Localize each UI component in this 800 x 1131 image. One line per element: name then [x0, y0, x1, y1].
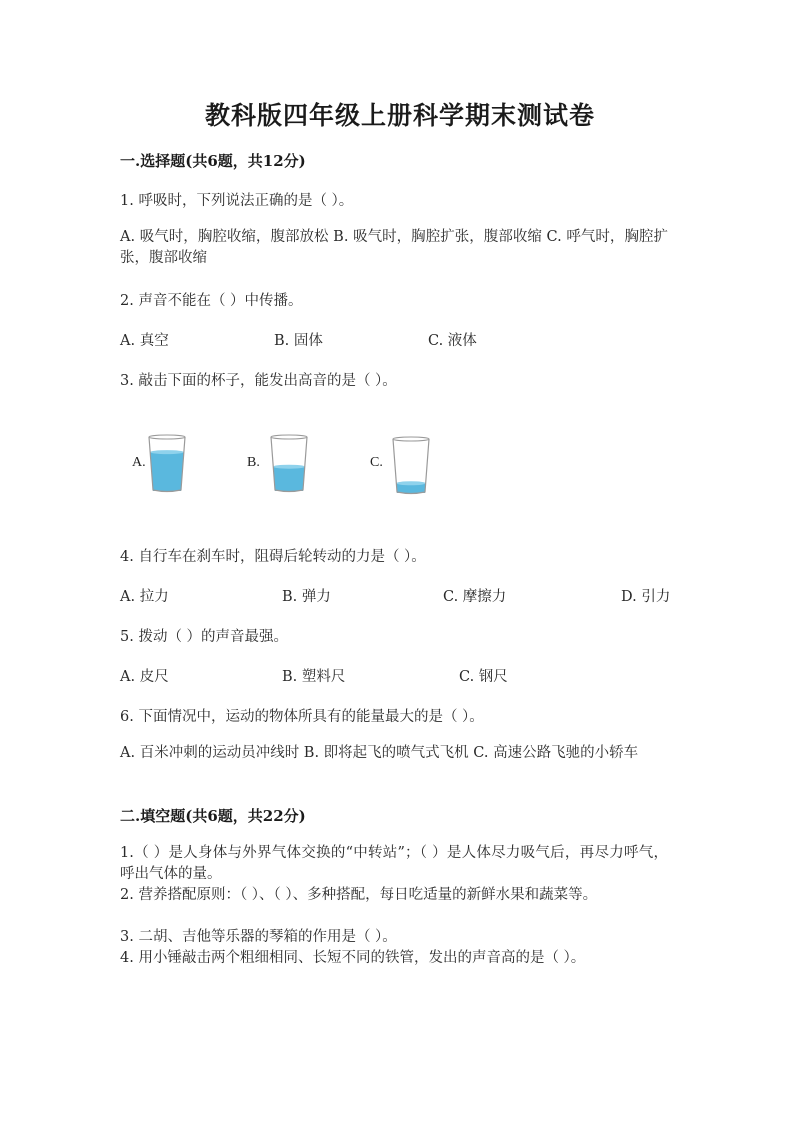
- fill-question-3: 3. 二胡、吉他等乐器的琴箱的作用是（ ）。: [120, 929, 397, 945]
- cup-rim: [393, 437, 429, 441]
- cup-c-image: [390, 436, 432, 496]
- cup-water-surface: [396, 481, 425, 485]
- question-4-option-c: C. 摩擦力: [443, 589, 507, 605]
- fill-question-1: 1.（ ）是人身体与外界气体交换的“中转站”；（ ）是人体尽力吸气后，再尽力呼气，呼出气体的量。: [120, 845, 668, 882]
- fill-question-2: 2. 营养搭配原则：（ ）、（ ）、多种搭配，每日吃适量的新鲜水果和蔬菜等。: [120, 887, 598, 903]
- section-heading-fill: 二.填空题(共6题，共22分): [120, 807, 306, 825]
- fill-question-4: 4. 用小锤敲击两个粗细相同、长短不同的铁管，发出的声音高的是（ ）。: [120, 950, 586, 966]
- cup-b-image: [268, 434, 310, 494]
- question-1-stem: 1. 呼吸时，下列说法正确的是（ ）。: [120, 193, 354, 209]
- question-4-stem: 4. 自行车在刹车时，阻碍后轮转动的力是（ ）。: [120, 549, 426, 565]
- question-2-option-b: B. 固体: [274, 333, 323, 349]
- cup-a-label: A.: [132, 455, 146, 470]
- cup-b-label: B.: [247, 455, 260, 470]
- question-4-option-a: A. 拉力: [120, 589, 169, 605]
- cup-water-surface: [273, 465, 305, 469]
- question-5-option-a: A. 皮尺: [120, 669, 169, 685]
- cup-water: [150, 452, 184, 491]
- cup-c-label: C.: [370, 455, 383, 470]
- question-5-option-b: B. 塑料尺: [282, 669, 346, 685]
- cup-water: [273, 467, 305, 491]
- question-5-stem: 5. 拨动（ ）的声音最强。: [120, 629, 289, 645]
- question-6-options: A. 百米冲刺的运动员冲线时 B. 即将起飞的喷气式飞机 C. 高速公路飞驰的小轿车: [120, 745, 639, 761]
- question-2-option-a: A. 真空: [120, 333, 169, 349]
- cup-rim: [149, 435, 185, 439]
- question-6-stem: 6. 下面情况中，运动的物体所具有的能量最大的是（ ）。: [120, 709, 484, 725]
- cup-rim: [271, 435, 307, 439]
- exam-title: 教科版四年级上册科学期末测试卷: [204, 101, 595, 130]
- section-heading-choice: 一.选择题(共6题，共12分): [120, 152, 306, 170]
- question-4-option-d: D. 引力: [621, 589, 671, 605]
- question-4-option-b: B. 弹力: [282, 589, 331, 605]
- question-3-stem: 3. 敲击下面的杯子，能发出高音的是（ ）。: [120, 373, 397, 389]
- question-2-option-c: C. 液体: [428, 333, 477, 349]
- cup-water-surface: [150, 450, 184, 454]
- question-2-stem: 2. 声音不能在（ ）中传播。: [120, 293, 303, 309]
- question-5-option-c: C. 钢尺: [459, 669, 508, 685]
- question-1-options: A. 吸气时，胸腔收缩，腹部放松 B. 吸气时，胸腔扩张，腹部收缩 C. 呼气时，胸腔扩张，腹部收缩: [120, 229, 668, 266]
- cup-a-image: [146, 434, 188, 494]
